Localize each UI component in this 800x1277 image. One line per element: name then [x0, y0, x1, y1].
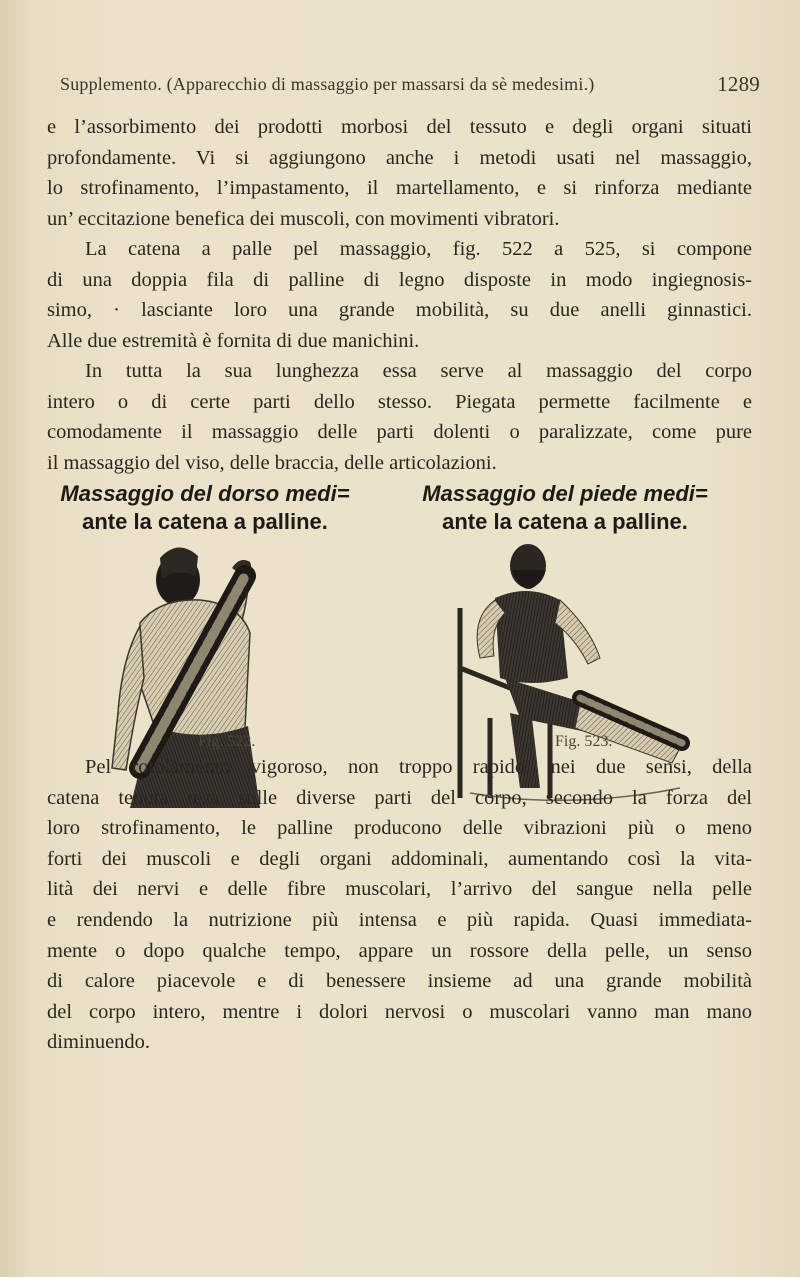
text-line: di calore piacevole e di benessere insieme ad una grande mobilità — [47, 970, 752, 993]
paragraph-3 — [47, 356, 752, 478]
text-line: un’ eccitazione benefica dei muscoli, con movimenti vibratori. — [47, 207, 560, 230]
text-line: di una doppia fila di palline di legno disposte in modo ingiegnosis- — [47, 268, 752, 291]
figure-label-right: Fig. 523. — [555, 733, 613, 750]
text-line: simo, · lasciante loro una grande mobilità, su due anelli ginnastici. — [47, 299, 752, 322]
caption-line: ante la catena a palline. — [442, 509, 688, 534]
paragraph-4 — [47, 752, 752, 1058]
text-line: e rendendo la nutrizione più intensa e più rapida. Quasi immediata- — [47, 908, 752, 931]
caption-line: Massaggio del dorso medi= — [60, 481, 350, 506]
text-line: mente o dopo qualche tempo, appare un rossore della pelle, un senso — [47, 939, 752, 962]
text-line: Alle due estremità è fornita di due manichini. — [47, 329, 420, 352]
text-line: Pel rotolamento vigoroso, non troppo rapido, nei due sensi, della — [85, 756, 752, 778]
text-line: comodamente il massaggio delle parti dolenti o paralizzate, come pure — [47, 421, 752, 444]
figure-caption-right — [400, 480, 730, 536]
figure-caption-left — [40, 480, 370, 536]
caption-line: ante la catena a palline. — [82, 509, 328, 534]
text-line: e l’assorbimento dei prodotti morbosi del tessuto e degli organi situati — [47, 116, 752, 138]
paragraph-2 — [47, 234, 752, 356]
text-line: il massaggio del viso, delle braccia, delle articolazioni. — [47, 451, 497, 474]
text-line: lità dei nervi e delle fibre muscolari, l’arrivo del sangue nella pelle — [47, 878, 752, 901]
figure-label-left: Fig. 522. — [198, 733, 256, 750]
caption-line: Massaggio del piede medi= — [422, 481, 708, 506]
text-line: loro strofinamento, le palline producono delle vibrazioni più o meno — [47, 817, 752, 840]
text-line: La catena a palle pel massaggio, fig. 522 a 525, si compone — [85, 238, 752, 260]
running-title: Supplemento. (Apparecchio di massaggio per massarsi da sè medesimi.) — [60, 74, 595, 94]
text-line: forti dei muscoli e degli organi addominali, aumentando così la vita- — [47, 847, 752, 870]
text-line: diminuendo. — [47, 1031, 151, 1054]
text-line: catena tenuta tesa sulle diverse parti del corpo, secondo la forza del — [47, 786, 752, 809]
text-line: lo strofinamento, l’impastamento, il martellamento, e si rinforza mediante — [47, 177, 752, 200]
text-line: intero o di certe parti dello stesso. Piegata permette facilmente e — [47, 390, 752, 413]
paragraph-1 — [47, 112, 752, 234]
text-line: In tutta la sua lunghezza essa serve al massaggio del corpo — [85, 360, 752, 382]
page-number: 1289 — [717, 72, 760, 96]
running-header — [60, 74, 760, 95]
text-line: del corpo intero, mentre i dolori nervosi o muscolari vanno man mano — [47, 1000, 752, 1023]
text-line: profondamente. Vi si aggiungono anche i metodi usati nel massaggio, — [47, 146, 752, 169]
